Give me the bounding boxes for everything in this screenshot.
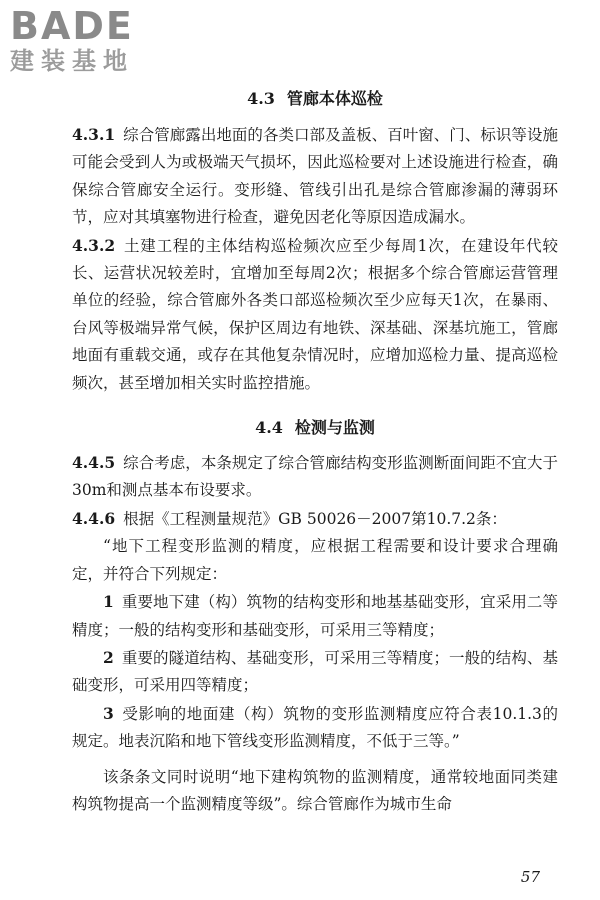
clause-number: 4.3.2 (72, 235, 116, 255)
document-body (72, 86, 558, 818)
clause-text: 综合考虑，本条规定了综合管廊结构变形监测断面间距不宜大于30m和测点基本布设要求。 (72, 454, 558, 500)
clause-text: 根据《工程测量规范》GB 50026－2007第10.7.2条： (123, 509, 507, 528)
page-number: 57 (520, 868, 540, 886)
section-title-text: 管廊本体巡检 (286, 89, 383, 108)
item-text: 受影响的地面建（构）筑物的变形监测精度应符合表10.1.3的规定。地表沉陷和地下管线变形监测精度，不低于三等。” (72, 704, 558, 751)
item-text: 重要地下建（构）筑物的结构变形和地基基础变形，宜采用二等精度；一般的结构变形和基础变形，可采用三等精度； (72, 593, 558, 639)
quote-item-2 (72, 644, 558, 700)
section-number: 4.3 (247, 89, 275, 108)
bade-logo (10, 6, 180, 76)
clause-number: 4.4.5 (72, 453, 116, 473)
section-heading-4-4 (72, 415, 558, 441)
clause-4-4-5 (72, 449, 558, 505)
closing-paragraph: 该条条文同时说明“地下建构筑物的监测精度，通常较地面同类建构筑物提高一个监测精度等级”。综合管廊作为城市生命 (72, 767, 558, 813)
clause-text: 土建工程的主体结构巡检频次应至少每周1次，在建设年代较长、运营状况较差时，宜增加至每周2次；根据多个综合管廊运营管理单位的经验，综合管廊外各类口部巡检频次至少应每天1次，在暴雨、台风等极端异常气候，保护区周边有地铁、深基础、深基坑施工，管廊地面有重载交通，或存在其他复杂情况时，应增加巡检力量、提高巡检频次，甚至增加相关实时监控措施。 (72, 236, 558, 392)
clause-text: 综合管廊露出地面的各类口部及盖板、百叶窗、门、标识等设施可能会受到人为或极端天气损坏，因此巡检要对上述设施进行检查，确保综合管廊安全运行。变形缝、管线引出孔是综合管廊渗漏的薄弱环节，应对其填塞物进行检查，避免因老化等原因造成漏水。 (72, 126, 558, 227)
item-number: 2 (103, 647, 114, 667)
clause-number: 4.4.6 (72, 508, 116, 528)
section-heading-4-3 (72, 86, 558, 112)
section-number: 4.4 (255, 418, 283, 438)
logo-subtitle: 建装基地 (10, 47, 134, 75)
clause-4-3-1 (72, 121, 558, 232)
quote-intro: “地下工程变形监测的精度，应根据工程需要和设计要求合理确定，并符合下列规定： (72, 537, 558, 583)
quote-item-1 (72, 588, 558, 644)
item-number: 1 (103, 592, 114, 612)
clause-4-3-2 (72, 232, 558, 397)
quote-item-3 (72, 700, 558, 756)
item-text: 重要的隧道结构、基础变形，可采用三等精度；一般的结构、基础变形，可采用四等精度； (72, 648, 558, 695)
logo-brand: BADE (10, 4, 134, 48)
item-number: 3 (103, 703, 114, 723)
clause-4-4-6 (72, 505, 558, 533)
clause-number: 4.3.1 (72, 125, 116, 144)
section-title-text: 检测与监测 (294, 418, 375, 438)
